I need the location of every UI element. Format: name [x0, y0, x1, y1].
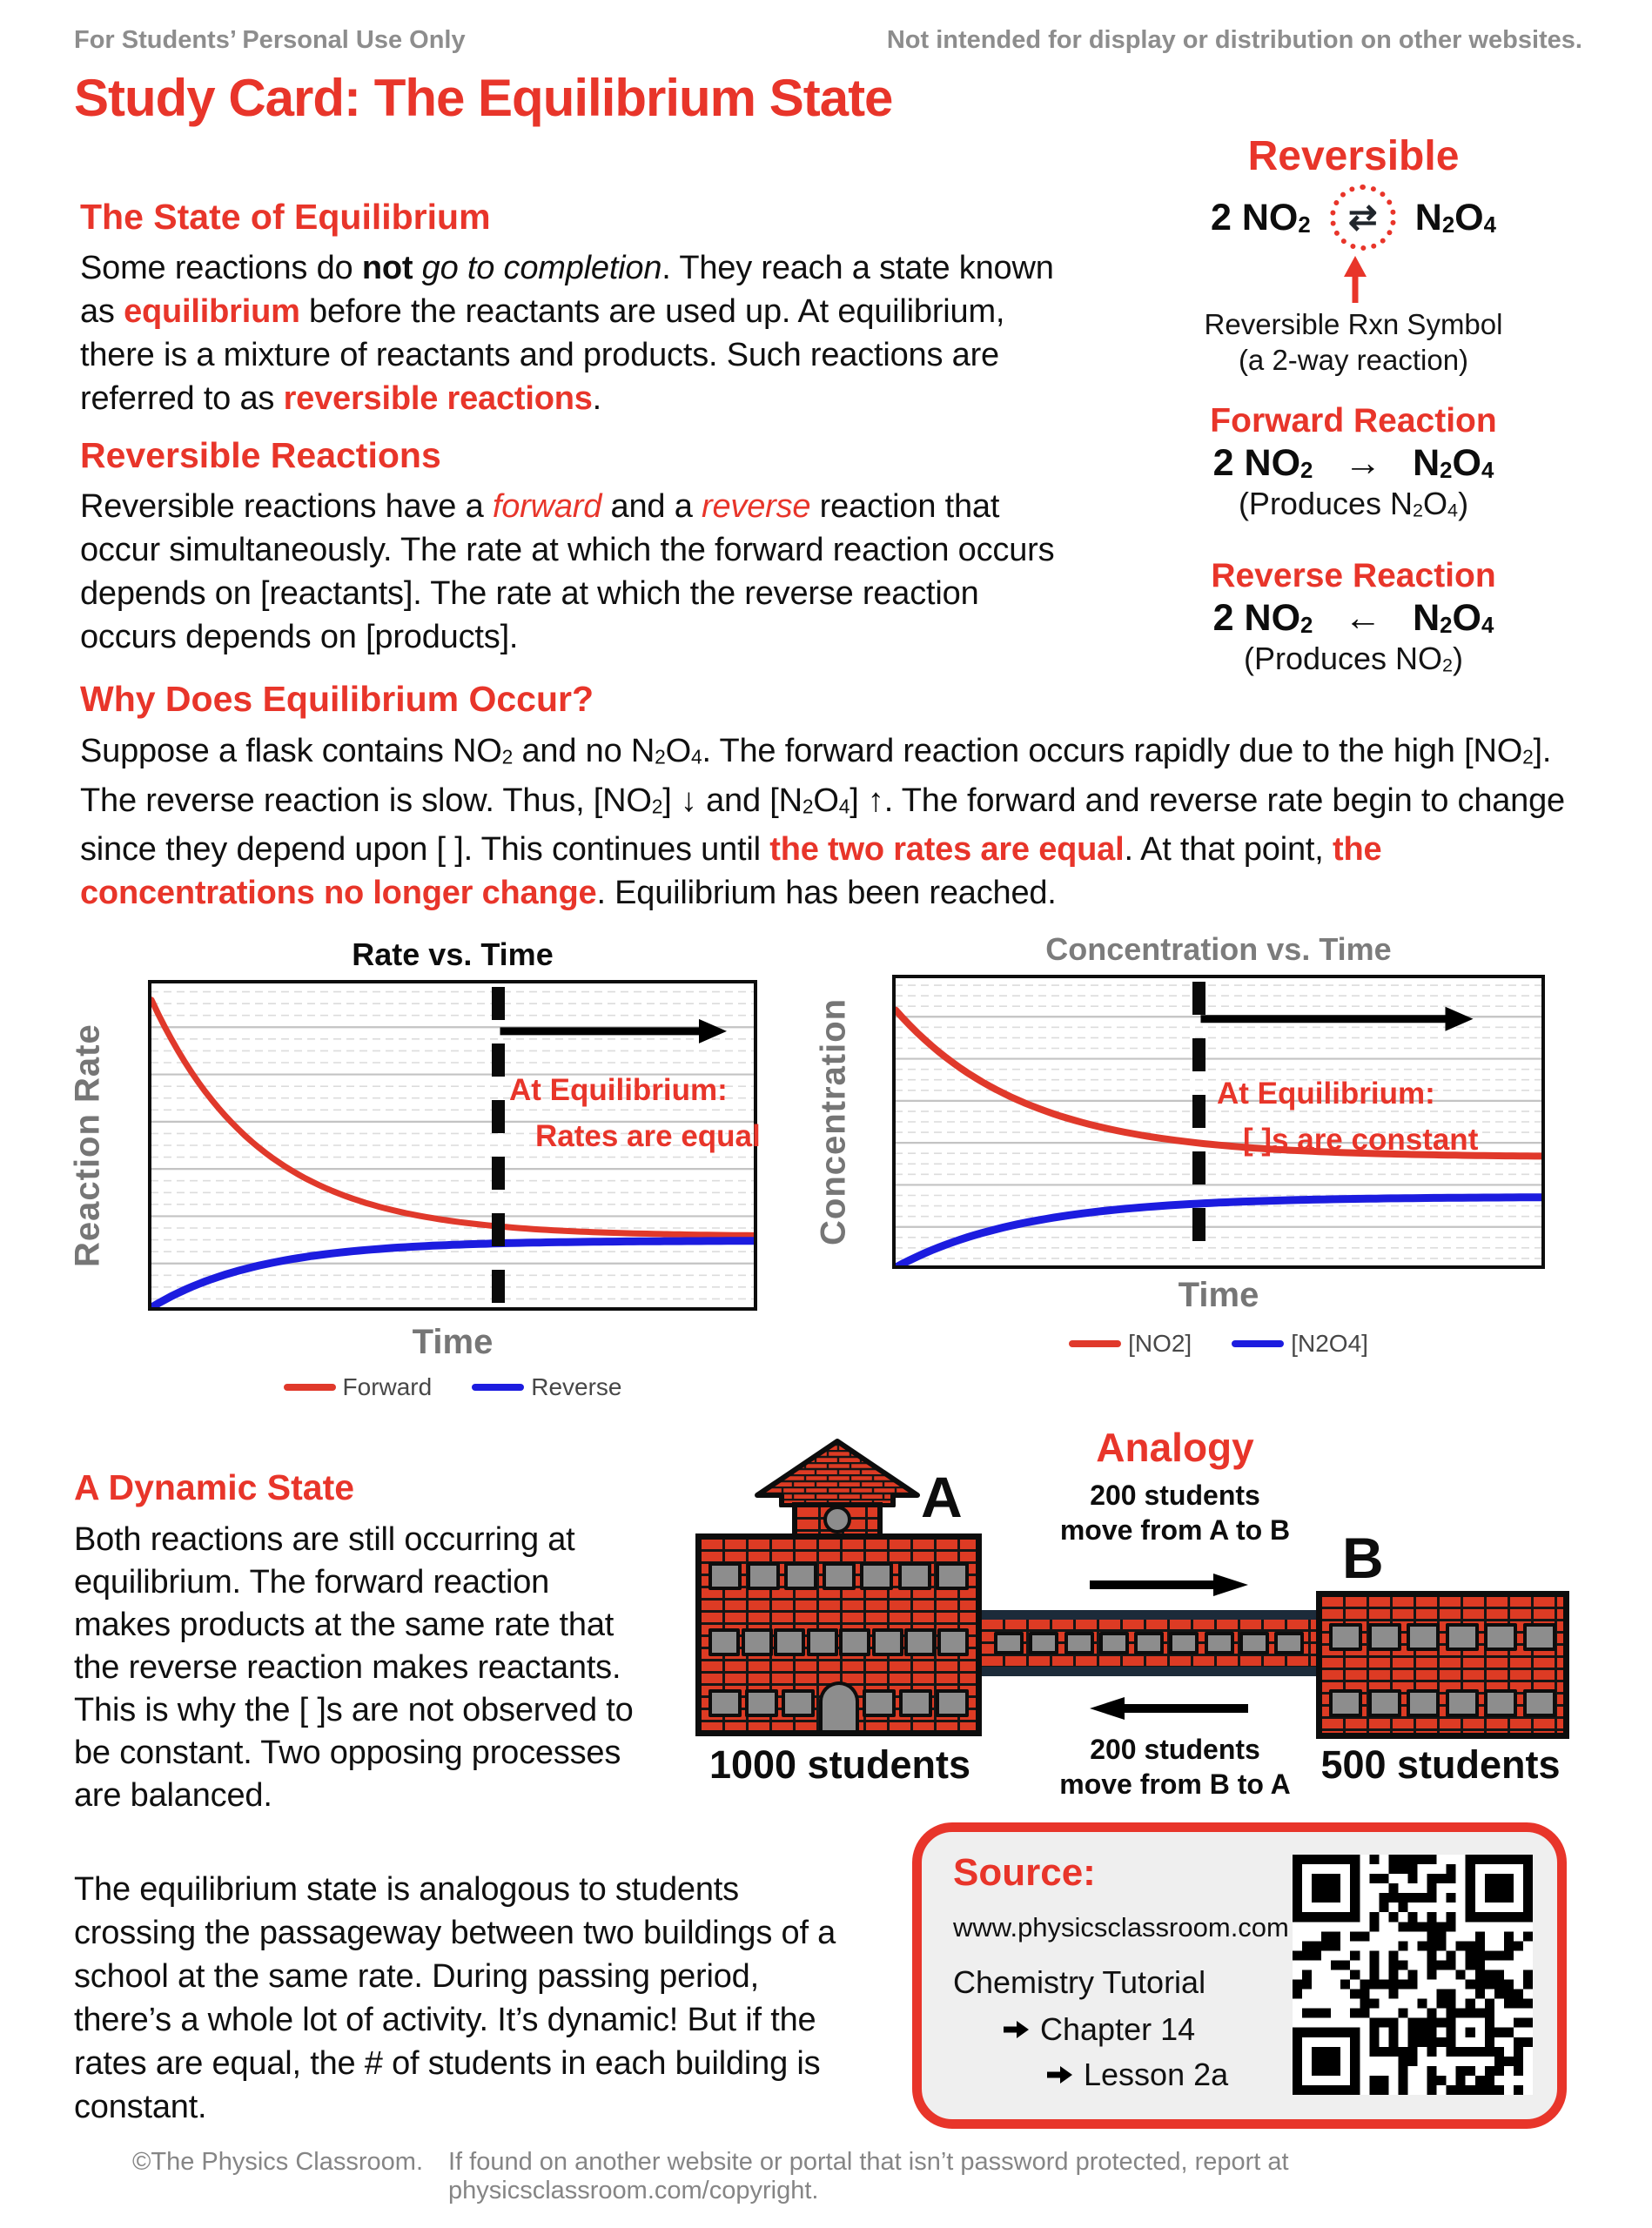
footer-notice: If found on another website or portal that isn’t password protected, report at physicsclassroom.com/copyright. [448, 2148, 1289, 2205]
legend-item-no2 [1069, 1330, 1192, 1358]
analogy-heading: Analogy [1096, 1425, 1254, 1470]
tower-roof-icon [754, 1438, 921, 1507]
conc-chart-title: Concentration vs. Time [1045, 931, 1392, 967]
reversible-rxn-symbol-icon: ⇄ [1330, 185, 1396, 251]
paragraph-reversible: Reversible reactions have a forward and a reverse reaction that occur simultaneously. The rate at which the forward reaction occurs depends on [reactants]. The rate at which the reverse reaction occurs depends on [products]. [80, 488, 1055, 655]
qr-code [1293, 1855, 1533, 2095]
source-url: www.physicsclassroom.com [953, 1912, 1289, 1943]
source-lesson [1045, 2057, 1228, 2093]
reverse-reaction-title: Reverse Reaction [1211, 557, 1496, 594]
building-b [1316, 1591, 1569, 1739]
analogy-top-line2: move from A to B [1059, 1514, 1291, 1546]
building-a-window-row [708, 1562, 969, 1590]
conc-chart-xlabel: Time [1178, 1276, 1259, 1314]
reversible-title: Reversible [1247, 133, 1460, 179]
up-arrow-icon [1338, 254, 1373, 305]
equation-left: 2 NO2 [1211, 196, 1311, 238]
paragraph-state: Some reactions do not go to completion. They reach a state known as equilibrium before the reactants are used up. At equilibrium, there is a mixture of reactants and products. Such reactions are referred to as reversible reactions. [80, 250, 1054, 417]
building-a [695, 1533, 982, 1736]
reverse-reaction-note: (Produces NO2) [1243, 641, 1464, 676]
source-chapter-label: Chapter 14 [1040, 2011, 1196, 2047]
building-a-label: A [921, 1465, 963, 1529]
passageway [982, 1610, 1316, 1676]
reversible-symbol-caption: Reversible Rxn Symbol [1204, 308, 1503, 340]
analogy-top-line1: 200 students [1090, 1480, 1260, 1511]
paragraph-dynamic: Both reactions are still occurring at equilibrium. The forward reaction makes products at the same rate that the reverse reaction makes reactants. This is why the [ ]s are not observed to be constant. Two opposing processes are balanced. [74, 1521, 634, 1814]
equation-right: N2O4 [1414, 196, 1496, 238]
conc-chart-annotation [1217, 1070, 1478, 1163]
source-heading: Source: [953, 1851, 1096, 1894]
header-right: Not intended for display or distribution on other websites. [886, 26, 1582, 54]
legend-item-reverse [472, 1373, 621, 1401]
annotation-line1: At Equilibrium: [1217, 1077, 1435, 1111]
arrow-b-to-a-icon [1086, 1695, 1252, 1721]
forward-reaction-note: (Produces N2O4) [1238, 486, 1469, 521]
reverse-reaction-equation: 2 NO2 ← N2O4 [1212, 597, 1494, 639]
source-tutorial: Chemistry Tutorial [953, 1964, 1206, 2000]
legend-label: Forward [342, 1373, 433, 1400]
legend-label: Reverse [531, 1373, 622, 1400]
analogy-top-text [1023, 1478, 1327, 1547]
tower-window-icon [823, 1506, 851, 1533]
rate-chart-xlabel: Time [412, 1323, 494, 1361]
building-b-window-row [1329, 1689, 1556, 1717]
heading-why-equilibrium: Why Does Equilibrium Occur? [80, 679, 594, 719]
legend-label: [NO2] [1128, 1330, 1192, 1357]
building-b-window-row [1329, 1623, 1556, 1651]
annotation-line1: At Equilibrium: [509, 1073, 728, 1107]
footer-copyright: ©The Physics Classroom. [132, 2148, 424, 2176]
conc-chart-ylabel: Concentration [814, 997, 853, 1246]
header-left: For Students’ Personal Use Only [74, 26, 466, 54]
arrow-bullet-icon [1002, 2019, 1030, 2040]
building-a-caption: 1000 students [708, 1742, 971, 1787]
building-b-label: B [1342, 1526, 1384, 1590]
reversible-symbol-caption2: (a 2-way reaction) [1238, 344, 1469, 376]
source-box [912, 1822, 1567, 2129]
analogy-bottom-line1: 200 students [1090, 1734, 1260, 1765]
legend-item-forward [284, 1373, 433, 1401]
reverse-line-icon [472, 1384, 524, 1391]
building-a-window-row [708, 1628, 969, 1656]
arrow-a-to-b-icon [1086, 1572, 1252, 1598]
no2-line-icon [1069, 1340, 1121, 1347]
heading-state-of-equilibrium: The State of Equilibrium [80, 197, 491, 237]
forward-reaction-title: Forward Reaction [1210, 402, 1497, 440]
analogy-bottom-text [1023, 1732, 1327, 1802]
analogy-bottom-line2: move from B to A [1059, 1768, 1291, 1800]
rate-chart-ylabel: Reaction Rate [68, 1023, 107, 1267]
passage-windows [994, 1632, 1304, 1654]
annotation-line2: Rates are equal [535, 1119, 761, 1153]
building-a-door-icon [819, 1681, 859, 1730]
conc-chart-legend [892, 1330, 1545, 1358]
forward-reaction-equation: 2 NO2 → N2O4 [1212, 442, 1494, 484]
legend-item-n2o4 [1232, 1330, 1368, 1358]
rate-chart-legend [148, 1373, 757, 1401]
paragraph-students-analogy: The equilibrium state is analogous to students crossing the passageway between two buildings of a school at the same rate. During passing period, there’s a whole lot of activity. It’s dynamic! But if the rates are equal, the # of students in each building is constant. [74, 1871, 836, 2125]
annotation-line2: [ ]s are constant [1243, 1123, 1479, 1157]
rate-chart-annotation [509, 1067, 761, 1159]
source-chapter [1002, 2011, 1195, 2048]
heading-reversible-reactions: Reversible Reactions [80, 435, 441, 475]
forward-line-icon [284, 1384, 336, 1391]
legend-label: [N2O4] [1291, 1330, 1368, 1357]
reversible-equation [1158, 185, 1549, 251]
page-title: Study Card: The Equilibrium State [74, 69, 893, 127]
building-b-caption: 500 students [1320, 1742, 1561, 1787]
arrow-bullet-icon [1045, 2064, 1073, 2085]
paragraph-why: Suppose a flask contains NO2 and no N2O4. The forward reaction occurs rapidly due to the high [NO2]. The reverse reaction is slow. Thus, [NO2] ↓ and [N2O4] ↑. The forward and reverse rate begin to change since they depend upon [ ]. This continues until the two rates are equal. At that point, the concentrations no longer change. Equilibrium has been reached. [80, 733, 1565, 912]
rate-chart-title: Rate vs. Time [352, 936, 554, 972]
heading-dynamic-state: A Dynamic State [74, 1467, 355, 1507]
source-lesson-label: Lesson 2a [1084, 2057, 1229, 2092]
n2o4-line-icon [1232, 1340, 1284, 1347]
